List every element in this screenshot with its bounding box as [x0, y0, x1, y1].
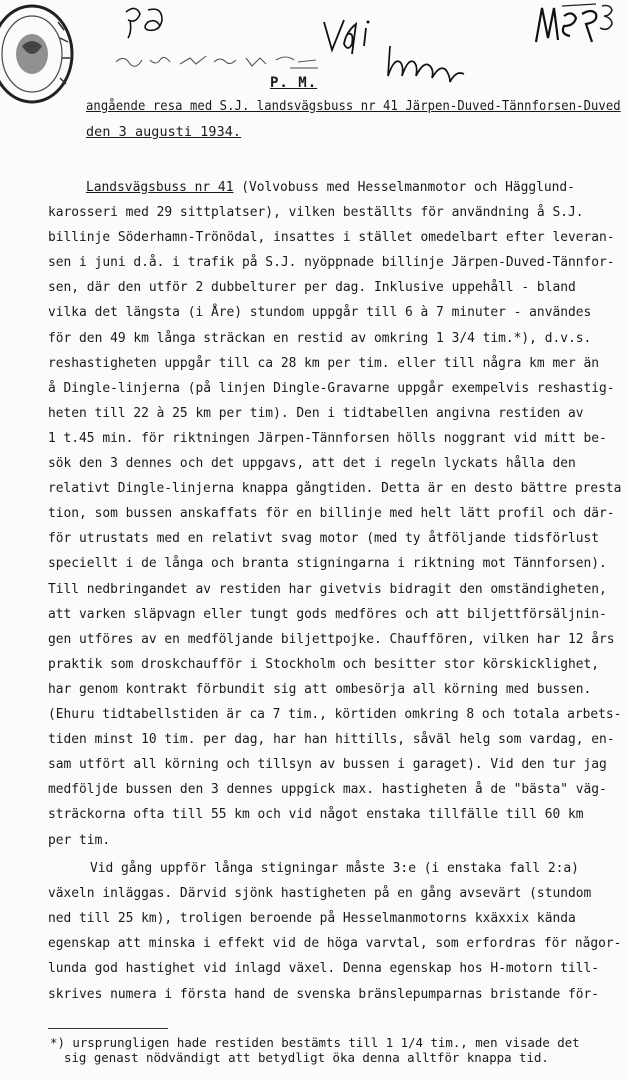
- handwritten-scribble: [110, 48, 320, 72]
- paragraph-2-line: lunda god hastighet vid inlagd växel. Denna egenskap hos H-motorn till-: [48, 961, 600, 977]
- body-line: (Ehuru tidtabellstiden är ca 7 tim., körtiden omkring 8 och totala arbets-: [48, 707, 622, 722]
- document-title: P. M.: [270, 75, 318, 91]
- body-line: sök den 3 dennes och det uppgavs, att det i regeln lyckats hålla den: [48, 456, 576, 471]
- body-line: relativt Dingle-linjerna knappa gångtiden. Detta är en desto bättre presta: [48, 481, 622, 497]
- body-line: tion, som bussen anskaffats för en billinje med helt lätt profil och där-: [48, 506, 615, 522]
- footnote-line-1: *) ursprungligen hade restiden bestämts till 1 1/4 tim., men visade det: [50, 1035, 580, 1050]
- body-line: 1 t.45 min. för riktningen Järpen-Tännforsen hölls noggrant vid mitt be-: [48, 430, 607, 446]
- body-line: å Dingle-linjerna (på linjen Dingle-Gravarne uppgår exempelvis reshastig-: [48, 380, 615, 396]
- footnote-line-2: sig genast nödvändigt att betydligt öka denna alltför knappa tid.: [64, 1050, 549, 1065]
- handwritten-mark-vdi: [320, 14, 380, 58]
- body-line: heten till 22 à 25 km per tim). Den i tidtabellen angivna restiden av: [48, 405, 584, 421]
- body-line: Till nedbringandet av restiden har givetvis bidragit den omständigheten,: [48, 581, 607, 597]
- body-line: medföljde bussen den 3 dennes uppgick max. hastigheten å de "bästa" väg-: [48, 782, 607, 798]
- archive-seal-stamp: [0, 2, 74, 104]
- body-line: har genom kontrakt förbundit sig att ombesörja all körning med bussen.: [48, 681, 592, 697]
- body-line: sen i juni d.å. i trafik på S.J. nyöppnade billinje Järpen-Duved-Tännfor-: [48, 255, 615, 271]
- footnote-rule: [48, 1028, 168, 1029]
- body-line: karosseri med 29 sittplatser), vilken beställts för användning å S.J.: [48, 205, 584, 220]
- body-line: gen utföres av en medföljande biljettpojke. Chauffören, vilken har 12 års: [48, 631, 615, 647]
- body-line: vilka det längsta (i Åre) stundom uppgår till 6 à 7 minuter - användes: [48, 305, 592, 321]
- body-line: praktik som droskchaufför i Stockholm och besitter stor körskicklighet,: [48, 656, 600, 672]
- paragraph-2-line: ned till 25 km), troligen beroende på Hesselmanmotorns kxäxxix kända: [48, 911, 576, 927]
- paragraph-2-line: skrives numera i första hand de svenska bränslepumparnas bristande för-: [48, 986, 600, 1002]
- paragraph-1-first-line: [86, 180, 575, 195]
- handwritten-initials: [122, 2, 170, 42]
- paragraph-2-line: egenskap att minska i effekt vid de höga varvtal, som erfordras för någor-: [48, 936, 622, 952]
- subject-line-2: den 3 augusti 1934.: [86, 125, 242, 140]
- body-line: att varken släpvagn eller tungt gods medföres och att biljettförsäljnin-: [48, 606, 607, 622]
- subject-line-1: angående resa med S.J. landsvägsbuss nr 41 Järpen-Duved-Tännforsen-Duved: [86, 99, 621, 114]
- body-line: tiden minst 10 tim. per dag, har han hittills, såväl helg som vardag, en-: [48, 732, 615, 748]
- body-line: speciellt i de långa och branta stigningarna i riktning mot Tännforsen).: [48, 556, 607, 572]
- paragraph-1-lead-rest: (Volvobuss med Hesselmanmotor och Hägglund-: [233, 180, 575, 195]
- body-line: för utrustats med en relativt svag motor (med ty åtföljande tidsförlust: [48, 531, 600, 547]
- paragraph-1-lead: Landsvägsbuss nr 41: [86, 180, 234, 195]
- body-line: reshastigheten uppgår till ca 28 km per tim. eller till några km mer än: [48, 355, 600, 371]
- paragraph-2-line: växeln inläggas. Därvid sjönk hastigheten på en gång avsevärt (stundom: [48, 886, 592, 902]
- body-line: billinje Söderhamn-Trönödal, insattes i stället omedelbart efter leveran-: [48, 230, 615, 246]
- body-line: per tim.: [48, 832, 111, 848]
- handwritten-reference-number: [532, 2, 624, 48]
- paragraph-2-line: Vid gång uppför långa stigningar måste 3:e (i enstaka fall 2:a): [90, 861, 579, 876]
- body-line: sen, där den utför 2 dubbelturer per dag. Inklusive uppehåll - bland: [48, 280, 576, 296]
- body-line: sträckorna ofta till 55 km och vid något enstaka tillfälle till 60 km: [48, 807, 584, 823]
- body-line: för den 49 km långa sträckan en restid av omkring 1 3/4 tim.*), d.v.s.: [48, 330, 592, 346]
- body-line: sam utfört all körning och tillsyn av bussen i garaget). Vid den tur jag: [48, 757, 607, 773]
- handwritten-mark-mm: [384, 40, 474, 84]
